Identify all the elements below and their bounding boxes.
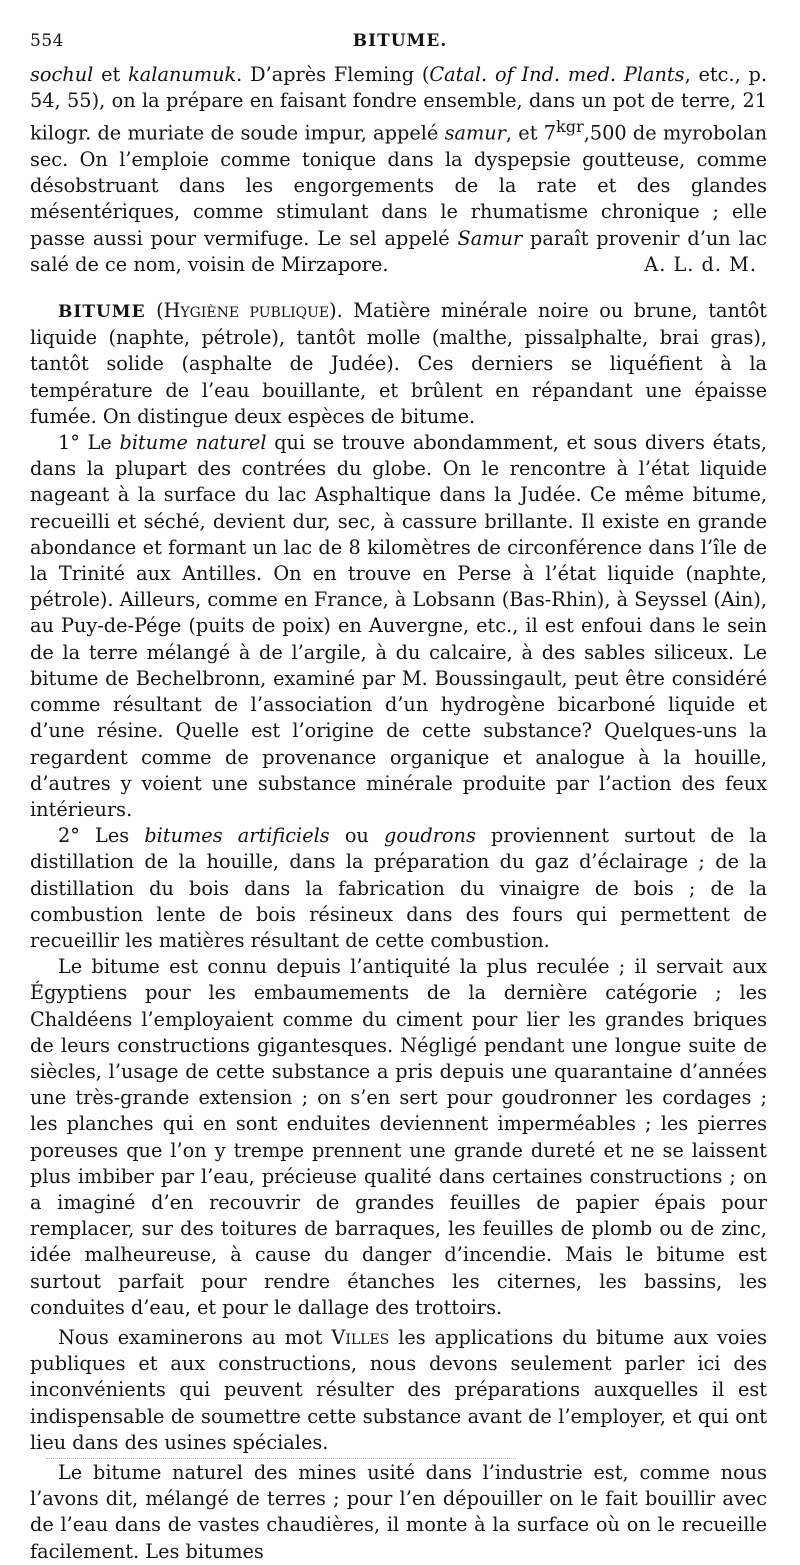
paragraph-extraction: Le bitume naturel des mines usité dans l’industrie est, comme nous l’avons dit, mélangé de terres ; pour l’en dépouiller on le fait bouillir avec de l’eau dans de vastes chaudières, il monte à la surface où on le recueille facilement. Les bitumes [30, 1460, 767, 1563]
running-title: BITUME. [352, 31, 448, 51]
author-signature: A. L. d. M. [644, 252, 757, 276]
italic-term: sochul [30, 63, 94, 86]
footer-rule [46, 1458, 516, 1459]
entry-category: Hygiène publique [163, 299, 330, 323]
unit-superscript: kgr [556, 117, 584, 137]
paragraph-samur: sochul et kalanumuk. D’après Fleming (Catal. of Ind. med. Plants, etc., p. 54, 55), on la prépare en faisant fondre ensemble, dans un pot de terre, 21 kilogr. de muriate de soude impur, appelé samur, et $7^{kgr},500$ de myrobolan sec. On l’emploie comme tonique dans la dyspepsie goutteuse, comme désobstruant dans les engorgements de la rate et des glandes mésentériques, comme stimulant dans le rhumatisme chronique ; elle passe aussi pour vermifuge. Le sel appelé Samur paraît provenir d’un lac salé de ce nom, voisin de Mirzapore. A. L. d. M. [30, 62, 767, 278]
paragraph-bitume-naturel: 1° Le bitume naturel qui se trouve abondamment, et sous divers états, dans la plupart des contrées du globe. On le rencontre à l’état liquide nageant à la surface du lac Asphaltique dans la Judée. Ce même bitume, recueilli et séché, devient dur, sec, à cassure brillante. Il existe en grande abondance et formant un lac de 8 kilomètres de circonférence dans l’île de la Trinité aux Antilles. On en trouve en Perse à l’état liquide (naphte, pétrole). Ailleurs, comme en France, à Lobsann (Bas-Rhin), à Seyssel (Ain), au Puy-de-Pége (puits de poix) en Auvergne, etc., il est enfoui dans le sein de la terre mélangé à de l’argile, à du calcaire, à des sables siliceux. Le bitume de Bechelbronn, examiné par M. Boussingault, peut être considéré comme résultant de l’association d’un hydrogène bicarboné liquide et d’une résine. Quelle est l’origine de cette substance? Quelques-uns la regardent comme de provenance organique et analogue à la houille, d’autres y voient une substance minérale produite par l’action des feux intérieurs. [30, 431, 767, 821]
paragraph-bitumes-artificiels: 2° Les bitumes artificiels ou goudrons proviennent surtout de la distillation de la houille, dans la préparation du gaz d’éclairage ; de la distillation du bois dans la fabrication du vinaigre de bois ; de la combustion lente de bois résineux dans des fours qui permettent de recueillir les matières résultant de cette combustion. [30, 824, 767, 952]
citation-title: Catal. of Ind. med. Plants [429, 63, 685, 86]
italic-term: kalanumuk [128, 63, 237, 86]
italic-term: goudrons [384, 824, 476, 848]
italic-term: bitumes artificiels [144, 824, 330, 848]
italic-term: Samur [457, 226, 523, 250]
italic-term: samur [444, 121, 506, 145]
entry-headword: BITUME [58, 302, 146, 323]
cross-reference: Villes [331, 1325, 390, 1349]
italic-term: bitume naturel [119, 431, 267, 455]
article-body [30, 62, 767, 1565]
paragraph-definition: BITUME (Hygiène publique). Matière minérale noire ou brune, tantôt liquide (naphte, pétrole), tantôt molle (malthe, pissalphalte, brai gras), tantôt solide (asphalte de Judée). Ces derniers se liquéfient à la température de l’eau bouillante, et brûlent en répandant une épaisse fumée. On distingue deux espèces de bitume. [30, 299, 767, 428]
page-number: 554 [30, 31, 64, 51]
running-head [30, 31, 770, 57]
paragraph-villes: Nous examinerons au mot Villes les applications du bitume aux voies publiques et aux constructions, nous devons seulement parler ici des inconvénients qui peuvent résulter des préparations auxquelles il est indispensable de soumettre cette substance avant de l’employer, et qui ont lieu dans des usines spéciales. [30, 1325, 768, 1454]
paragraph-history: Le bitume est connu depuis l’antiquité la plus reculée ; il servait aux Égyptiens pour les embaumements de la dernière catégorie ; les Chaldéens l’employaient comme du ciment pour lier les grandes briques de leurs constructions gigantesques. Négligé pendant une longue suite de siècles, l’usage de cette substance a pris depuis une quarantaine d’années une très-grande extension ; on s’en sert pour goudronner les cordages ; les planches qui en sont enduites deviennent imperméables ; les pierres poreuses que l’on y trempe prennent une grande dureté et ne se laissent plus imbiber par l’eau, précieuse qualité dans certaines constructions ; on a imaginé d’en recouvrir de grandes feuilles de papier épais pour remplacer, sur des toitures de barraques, les feuilles de plomb ou de zinc, idée malheureuse, à cause du danger d’incendie. Mais le bitume est surtout parfait pour rendre étanches les citernes, les bassins, les conduites d’eau, et pour le dallage des trottoirs. [30, 955, 767, 1319]
